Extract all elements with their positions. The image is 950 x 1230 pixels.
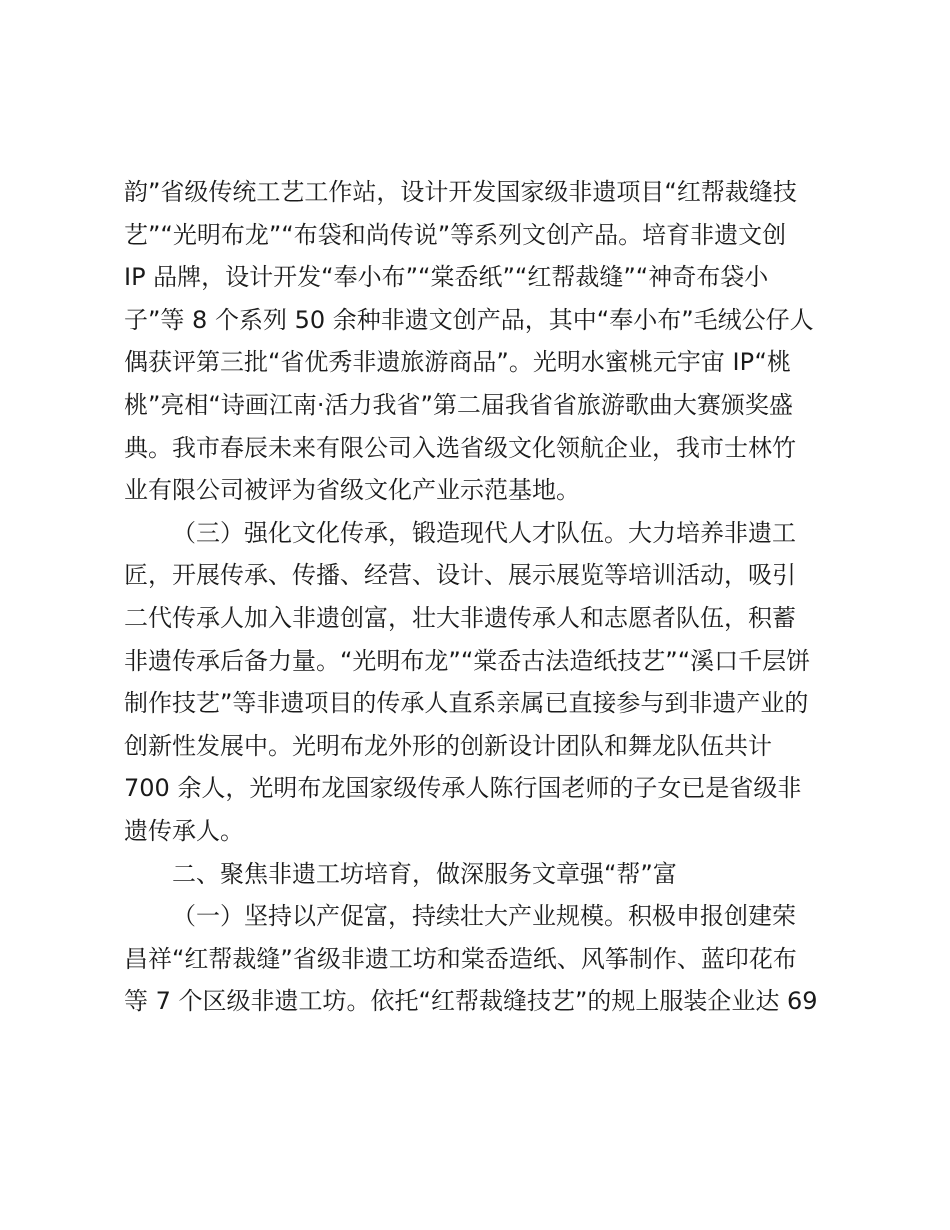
text-line: 二代传承人加入非遗创富，壮大非遗传承人和志愿者队伍，积蓄: [124, 603, 796, 632]
text-line: （一）坚持以产促富，持续壮大产业规模。积极申报创建荣: [172, 902, 796, 931]
text-line: 非遗传承后备力量。“光明布龙”“棠岙古法造纸技艺”“溪口千层饼: [124, 646, 811, 675]
text-line: 制作技艺”等非遗项目的传承人直系亲属已直接参与到非遗产业的: [124, 689, 809, 718]
text-line: 业有限公司被评为省级文化产业示范基地。: [124, 476, 580, 505]
text-line: 等 7 个区级非遗工坊。依托“红帮裁缝技艺”的规上服装企业达 69: [124, 987, 818, 1016]
text-line: 昌祥“红帮裁缝”省级非遗工坊和棠岙造纸、风筝制作、蓝印花布: [124, 944, 797, 973]
text-line: 遗传承人。: [124, 816, 244, 845]
text-line: 桃”亮相“诗画江南·活力我省”第二届我省省旅游歌曲大赛颁奖盛: [124, 390, 793, 419]
text-line: 700 余人，光明布龙国家级传承人陈行国老师的子女已是省级非: [124, 774, 802, 803]
text-line: 匠，开展传承、传播、经营、设计、展示展览等培训活动，吸引: [124, 561, 796, 590]
text-line: 艺”“光明布龙”“布袋和尚传说”等系列文创产品。培育非遗文创: [124, 220, 787, 249]
text-line: （三）强化文化传承，锻造现代人才队伍。大力培养非遗工: [172, 518, 796, 547]
text-line: 典。我市春辰未来有限公司入选省级文化领航企业，我市士林竹: [124, 433, 796, 462]
text-line: IP 品牌，设计开发“奉小布”“棠岙纸”“红帮裁缝”“神奇布袋小: [124, 263, 769, 292]
text-line: 二、聚焦非遗工坊培育，做深服务文章强“帮”富: [172, 859, 677, 888]
text-line: 韵”省级传统工艺工作站，设计开发国家级非遗项目“红帮裁缝技: [124, 178, 797, 206]
text-line: 创新性发展中。光明布龙外形的创新设计团队和舞龙队伍共计: [124, 731, 772, 760]
body-text: [124, 171, 834, 1023]
text-line: 偶获评第三批“省优秀非遗旅游商品”。光明水蜜桃元宇宙 IP“桃: [124, 348, 791, 377]
text-line: 子”等 8 个系列 50 余种非遗文创产品，其中“奉小布”毛绒公仔人: [124, 305, 814, 334]
